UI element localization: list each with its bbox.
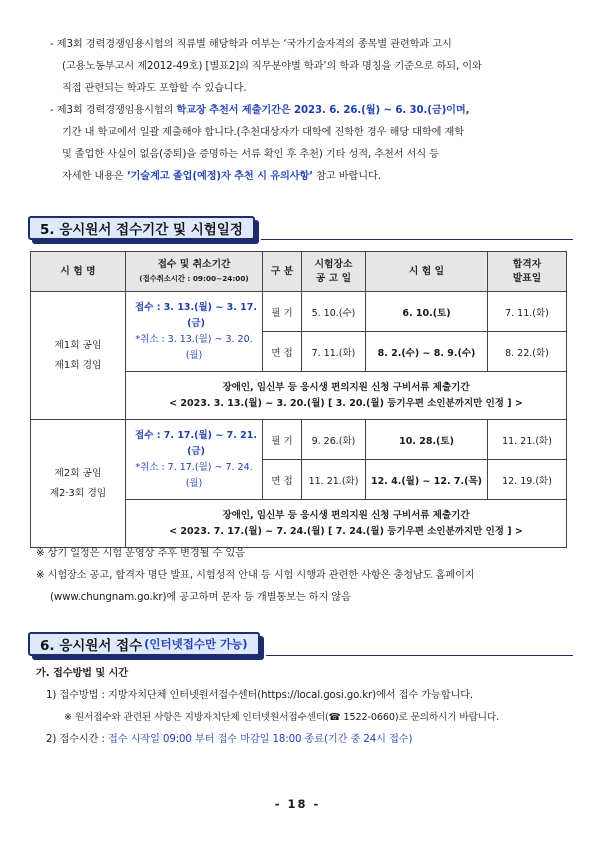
note-line: ※ 시험장소 공고, 합격자 명단 발표, 시험성적 안내 등 시험 시행과 관련한 사항은 충청남도 홈페이지 (36, 570, 475, 581)
exam-name-cell: 제2회 공임 제2·3회 경임 (31, 420, 126, 548)
schedule-notes (36, 543, 576, 609)
notice-highlight: ‘기술계고 졸업(예정)자 추천 시 유의사항’ (126, 171, 314, 182)
header-period: 접수 및 취소기간 (접수취소시간 : 09:00~24:00) (126, 252, 263, 292)
section5-title: 5. 응시원서 접수기간 및 시험일정 (28, 216, 255, 240)
bullet-prefix: 자세한 내용은 (62, 171, 127, 182)
exam-date-cell: 6. 10.(토) (366, 292, 488, 332)
period-cell (126, 292, 263, 372)
receipt-period: 접수 : 7. 17.(월) ~ 7. 21.(금) (135, 429, 257, 457)
submission-method (46, 685, 576, 751)
note-line: (www.chungnam.go.kr)에 공고하며 문자 등 개별통보는 하지 않음 (50, 592, 351, 603)
note-line: ※ 상기 일정은 시험 운영상 추후 변경될 수 있음 (36, 548, 245, 559)
venue-cell: 5. 10.(수) (302, 292, 366, 332)
bullet-prefix: - 제3회 경력경쟁임용시험의 (50, 105, 177, 116)
heading-rule (261, 239, 573, 240)
bullet-line: - 제3회 경력경쟁임용시험의 직류별 해당학과 여부는 ‘국가기술자격의 종목별 관련학과 고시 (50, 39, 452, 50)
bullet-recommendation (50, 100, 575, 188)
bullet-exam-major (50, 34, 570, 100)
receipt-period: 접수 : 3. 13.(월) ~ 3. 17.(금) (135, 301, 257, 329)
exam-date-cell: 12. 4.(월) ~ 12. 7.(목) (366, 460, 488, 500)
section6-title-box (28, 632, 260, 656)
section6-title: 6. 응시원서 접수 (40, 638, 143, 654)
type-cell: 필 기 (263, 420, 302, 460)
schedule-table (30, 251, 567, 548)
table-row (31, 292, 567, 332)
header-exam: 시 험 명 (31, 252, 126, 292)
time-label: 2) 접수시간 : (46, 734, 108, 745)
bullet-line: (고용노동부고시 제2012-49호) [별표2]의 직무분야별 학과’의 학과 명칭을 기준으로 하되, 이와 (62, 61, 482, 72)
header-pass: 합격자 발표일 (488, 252, 567, 292)
bullet-line: 및 졸업한 사실이 없음(중퇴)을 증명하는 서류 확인 후 추천) 기타 성적, 추천서 서식 등 (62, 149, 440, 160)
header-type: 구 분 (263, 252, 302, 292)
venue-cell: 9. 26.(화) (302, 420, 366, 460)
type-cell: 필 기 (263, 292, 302, 332)
page-number: - 18 - (274, 797, 321, 811)
accommodation-note: 장애인, 임신부 등 응시생 편의지원 신청 구비서류 제출기간 < 2023. 3. 13.(월) ~ 3. 20.(월) [ 3. 20.(월) 등기우편 소인분까지만 인정 ] > (126, 372, 567, 420)
heading-rule (266, 655, 573, 656)
type-cell: 면 접 (263, 332, 302, 372)
header-period-sub: (접수취소시간 : 09:00~24:00) (139, 273, 249, 283)
section6-heading (28, 632, 573, 656)
header-date: 시 험 일 (366, 252, 488, 292)
cancel-period: *취소 : 3. 13.(월) ~ 3. 20.(월) (135, 333, 253, 361)
type-cell: 면 접 (263, 460, 302, 500)
section6-subtitle: (인터넷접수만 가능) (144, 637, 248, 651)
accommodation-note: 장애인, 임신부 등 응시생 편의지원 신청 구비서류 제출기간 < 2023. 7. 17.(월) ~ 7. 24.(월) [ 7. 24.(월) 등기우편 소인분까지만 인정 ] > (126, 500, 567, 548)
deadline-highlight: 학교장 추천서 제출기간은 2023. 6. 26.(월) ~ 6. 30.(금)이며, (176, 105, 470, 116)
pass-date-cell: 8. 22.(화) (488, 332, 567, 372)
bullet-line: 직접 관련되는 학과도 포함할 수 있습니다. (62, 83, 247, 94)
subsection-a-title: 가. 접수방법 및 시간 (36, 668, 129, 679)
venue-cell: 11. 21.(화) (302, 460, 366, 500)
period-cell (126, 420, 263, 500)
exam-name-cell: 제1회 공임 제1회 경임 (31, 292, 126, 420)
section5-heading (28, 216, 573, 240)
bullet-suffix: 참고 바랍니다. (313, 171, 381, 182)
bullet-line: 기간 내 학교에서 일괄 제출해야 합니다.(추천대상자가 대학에 진학한 경우 해당 대학에 재학 (62, 127, 464, 138)
pass-date-cell: 7. 11.(화) (488, 292, 567, 332)
exam-date-cell: 10. 28.(토) (366, 420, 488, 460)
exam-date-cell: 8. 2.(수) ~ 8. 9.(수) (366, 332, 488, 372)
method-note: ※ 원서접수와 관련된 사항은 지방자치단체 인터넷원서접수센터(☎ 1522-0660)로 문의하시기 바랍니다. (64, 712, 500, 723)
header-venue: 시험장소 공 고 일 (302, 252, 366, 292)
method-line: 1) 접수방법 : 지방자치단체 인터넷원서접수센터(https://local.gosi.go.kr)에서 접수 가능합니다. (46, 690, 474, 701)
cancel-period: *취소 : 7. 17.(월) ~ 7. 24.(월) (135, 461, 253, 489)
table-header-row (31, 252, 567, 292)
venue-cell: 7. 11.(화) (302, 332, 366, 372)
time-value: 접수 시작일 09:00 부터 접수 마감일 18:00 종료(기간 중 24시 접수) (107, 734, 413, 745)
pass-date-cell: 11. 21.(화) (488, 420, 567, 460)
table-row (31, 420, 567, 460)
pass-date-cell: 12. 19.(화) (488, 460, 567, 500)
